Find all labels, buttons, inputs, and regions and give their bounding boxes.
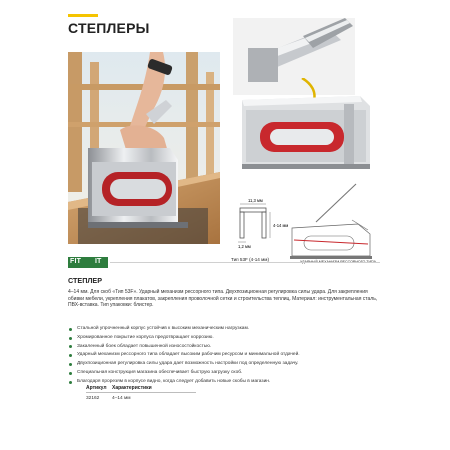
dim-wire-label: 1,2 мм [238, 244, 251, 249]
feature-text: Закаленный боек обладает повышенной износостойкостью. [77, 343, 212, 349]
bullet-icon [69, 381, 72, 384]
brand-logo: FIT [70, 258, 82, 265]
feature-text: Ударный механизм рессорного типа обладает высоким рабочим ресурсом и минимальной отдачей. [77, 352, 300, 358]
stapler-side-photo [232, 78, 377, 174]
feature-text: Двухпозиционная регулировка силы удара дает возможность настройки под определенную задачу. [77, 361, 299, 367]
product-description: 4–14 мм. Для скоб «Тип 53F». Ударный механизм рессорного типа. Двухпозиционная регулировка силы удара. Для закрепления обивки мебели, укрепления плакатов, закрепления проволочной сетки и строительства теплиц. Материал: инструментальная сталь, ПВХ-вставка. Тип упаковки: блистер. [68, 289, 378, 309]
page-title: СТЕПЛЕРЫ [68, 20, 150, 36]
feature-item [68, 351, 388, 360]
title-accent-bar [68, 14, 98, 17]
bullet-icon [69, 372, 72, 375]
bullet-icon [69, 363, 72, 366]
bullet-icon [69, 354, 72, 357]
feature-item [68, 325, 388, 334]
spec-cell-article: 32162 [86, 396, 100, 401]
spec-header-characteristics: Характеристики [112, 385, 152, 391]
feature-item [68, 334, 388, 343]
feature-text: Стальной упрочненный корпус устойчив к высоким механическим нагрузкам. [77, 326, 250, 331]
product-photo-in-use [68, 52, 220, 244]
dim-width-label: 11,3 мм [248, 198, 263, 203]
feature-text: Благодаря прорезям в корпусе видно, когда следует добавить новые скобы в магазин. [77, 378, 271, 384]
feature-text: Хромированное покрытие корпуса предотвращает коррозию. [77, 334, 214, 340]
brand-sub-label: IT [95, 258, 102, 265]
feature-item [68, 360, 388, 369]
divider-line [110, 262, 380, 263]
bullet-icon [69, 345, 72, 348]
arrow-icon [302, 78, 315, 100]
feature-text: Специальная конструкция магазина обеспечивает быструю загрузку скоб. [77, 369, 243, 375]
feature-list [68, 325, 388, 387]
feature-item [68, 343, 388, 352]
product-title: СТЕПЛЕР [68, 276, 102, 285]
spec-table-divider [86, 392, 196, 393]
dim-height-label: 4-14 мм [273, 223, 289, 228]
bullet-icon [69, 337, 72, 340]
stapler-body-image [232, 78, 377, 174]
feature-item [68, 369, 388, 378]
staple-type-caption: Тип 53F (4-14 мм) [231, 257, 269, 262]
spec-header-article: Артикул [86, 385, 107, 391]
stapler-in-hand-image [68, 52, 220, 244]
spec-cell-characteristics: 4–14 мм [112, 396, 131, 401]
bullet-icon [69, 328, 72, 331]
